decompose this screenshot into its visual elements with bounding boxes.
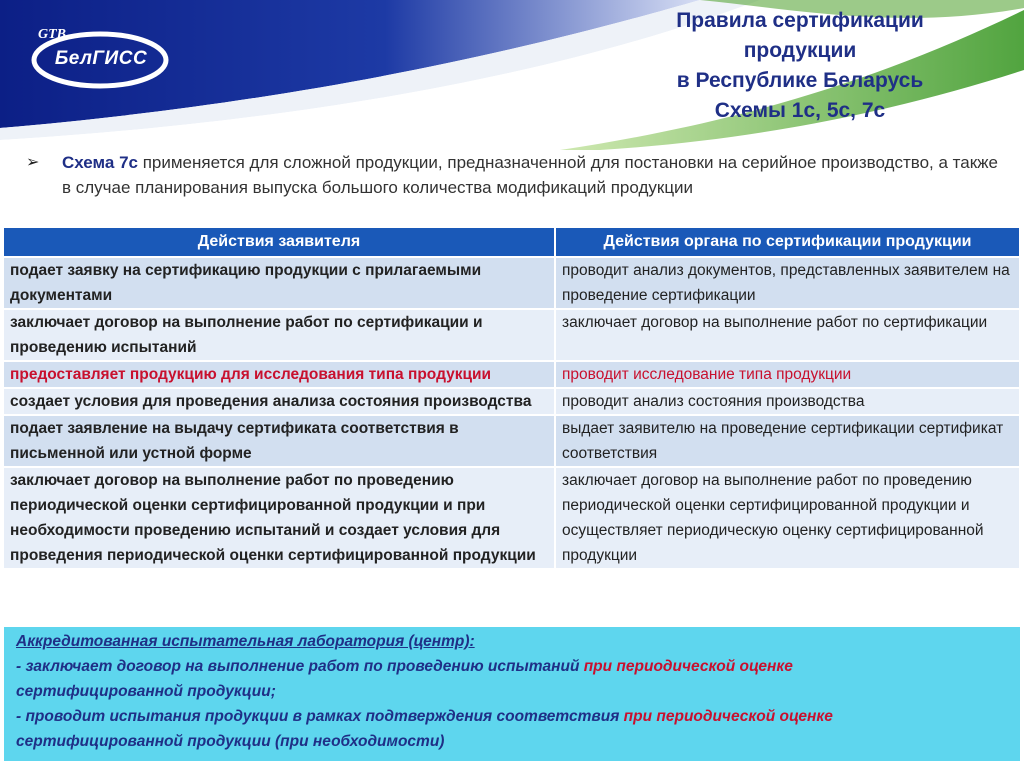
accreditation-item-1-end: сертифицированной продукции; — [16, 683, 276, 700]
title-line-1: Правила сертификации — [676, 9, 924, 32]
item1-text: - заключает договор на выполнение работ по проведению испытаний — [16, 658, 584, 675]
intro-text: применяется для сложной продукции, предназначенной для постановки на серийное производство, а также в случае планирования выпуска большого количества модификаций продукции — [62, 153, 998, 197]
header-applicant: Действия заявителя — [4, 228, 555, 257]
header-certification-body: Действия органа по сертификации продукции — [555, 228, 1020, 257]
applicant-cell: создает условия для проведения анализа состояния производства — [4, 388, 555, 415]
body-cell: заключает договор на выполнение работ по сертификации — [555, 309, 1020, 361]
applicant-cell: заключает договор на выполнение работ по проведению периодической оценки сертифицированной продукции и при необходимости проведению испытаний и создает условия для проведения периодической оценки сертифицированной продукции — [4, 467, 555, 568]
intro-paragraph — [26, 150, 998, 200]
accreditation-item-2 — [16, 704, 1010, 729]
accreditation-item-1 — [16, 654, 1010, 679]
item2-highlight: при периодической оценке — [623, 708, 833, 725]
item2-text: - проводит испытания продукции в рамках подтверждения соответствия — [16, 708, 624, 725]
header-banner — [0, 0, 1024, 150]
accreditation-heading: Аккредитованная испытательная лаборатория (центр): — [16, 633, 475, 650]
logo-text: БелГИСС — [54, 48, 148, 69]
logo-mark: GTB — [38, 27, 66, 42]
table-row — [4, 257, 1020, 309]
applicant-cell: подает заявку на сертификацию продукции с прилагаемыми документами — [4, 257, 555, 309]
body-cell: проводит исследование типа продукции — [555, 361, 1020, 388]
body-cell: выдает заявителю на проведение сертификации сертификат соответствия — [555, 415, 1020, 467]
actions-table — [4, 228, 1021, 568]
arrow-bullet-icon: ➢ — [26, 154, 40, 171]
body-cell: проводит анализ документов, представленных заявителем на проведение сертификации — [555, 257, 1020, 309]
applicant-cell: предоставляет продукцию для исследования типа продукции — [4, 361, 555, 388]
table-row — [4, 415, 1020, 467]
title-line-2: продукции — [743, 39, 857, 62]
table-row-highlighted — [4, 361, 1020, 388]
applicant-cell: подает заявление на выдачу сертификата соответствия в письменной или устной форме — [4, 415, 555, 467]
table-row — [4, 388, 1020, 415]
page-title — [590, 6, 1010, 126]
table-row — [4, 309, 1020, 361]
body-cell: заключает договор на выполнение работ по проведению периодической оценки сертифицированной продукции и осуществляет периодическую оценку сертифицированной продукции — [555, 467, 1020, 568]
table-row — [4, 467, 1020, 568]
intro-scheme-name: Схема 7с — [62, 153, 138, 172]
table-header-row — [4, 228, 1020, 257]
applicant-cell: заключает договор на выполнение работ по сертификации и проведению испытаний — [4, 309, 555, 361]
body-cell: проводит анализ состояния производства — [555, 388, 1020, 415]
title-line-4: Схемы 1с, 5с, 7с — [714, 99, 886, 122]
accreditation-box — [4, 627, 1020, 761]
item1-highlight: при периодической оценке — [583, 658, 793, 675]
title-line-3: в Республике Беларусь — [676, 69, 924, 92]
accreditation-item-2-end: сертифицированной продукции (при необходимости) — [16, 733, 445, 750]
